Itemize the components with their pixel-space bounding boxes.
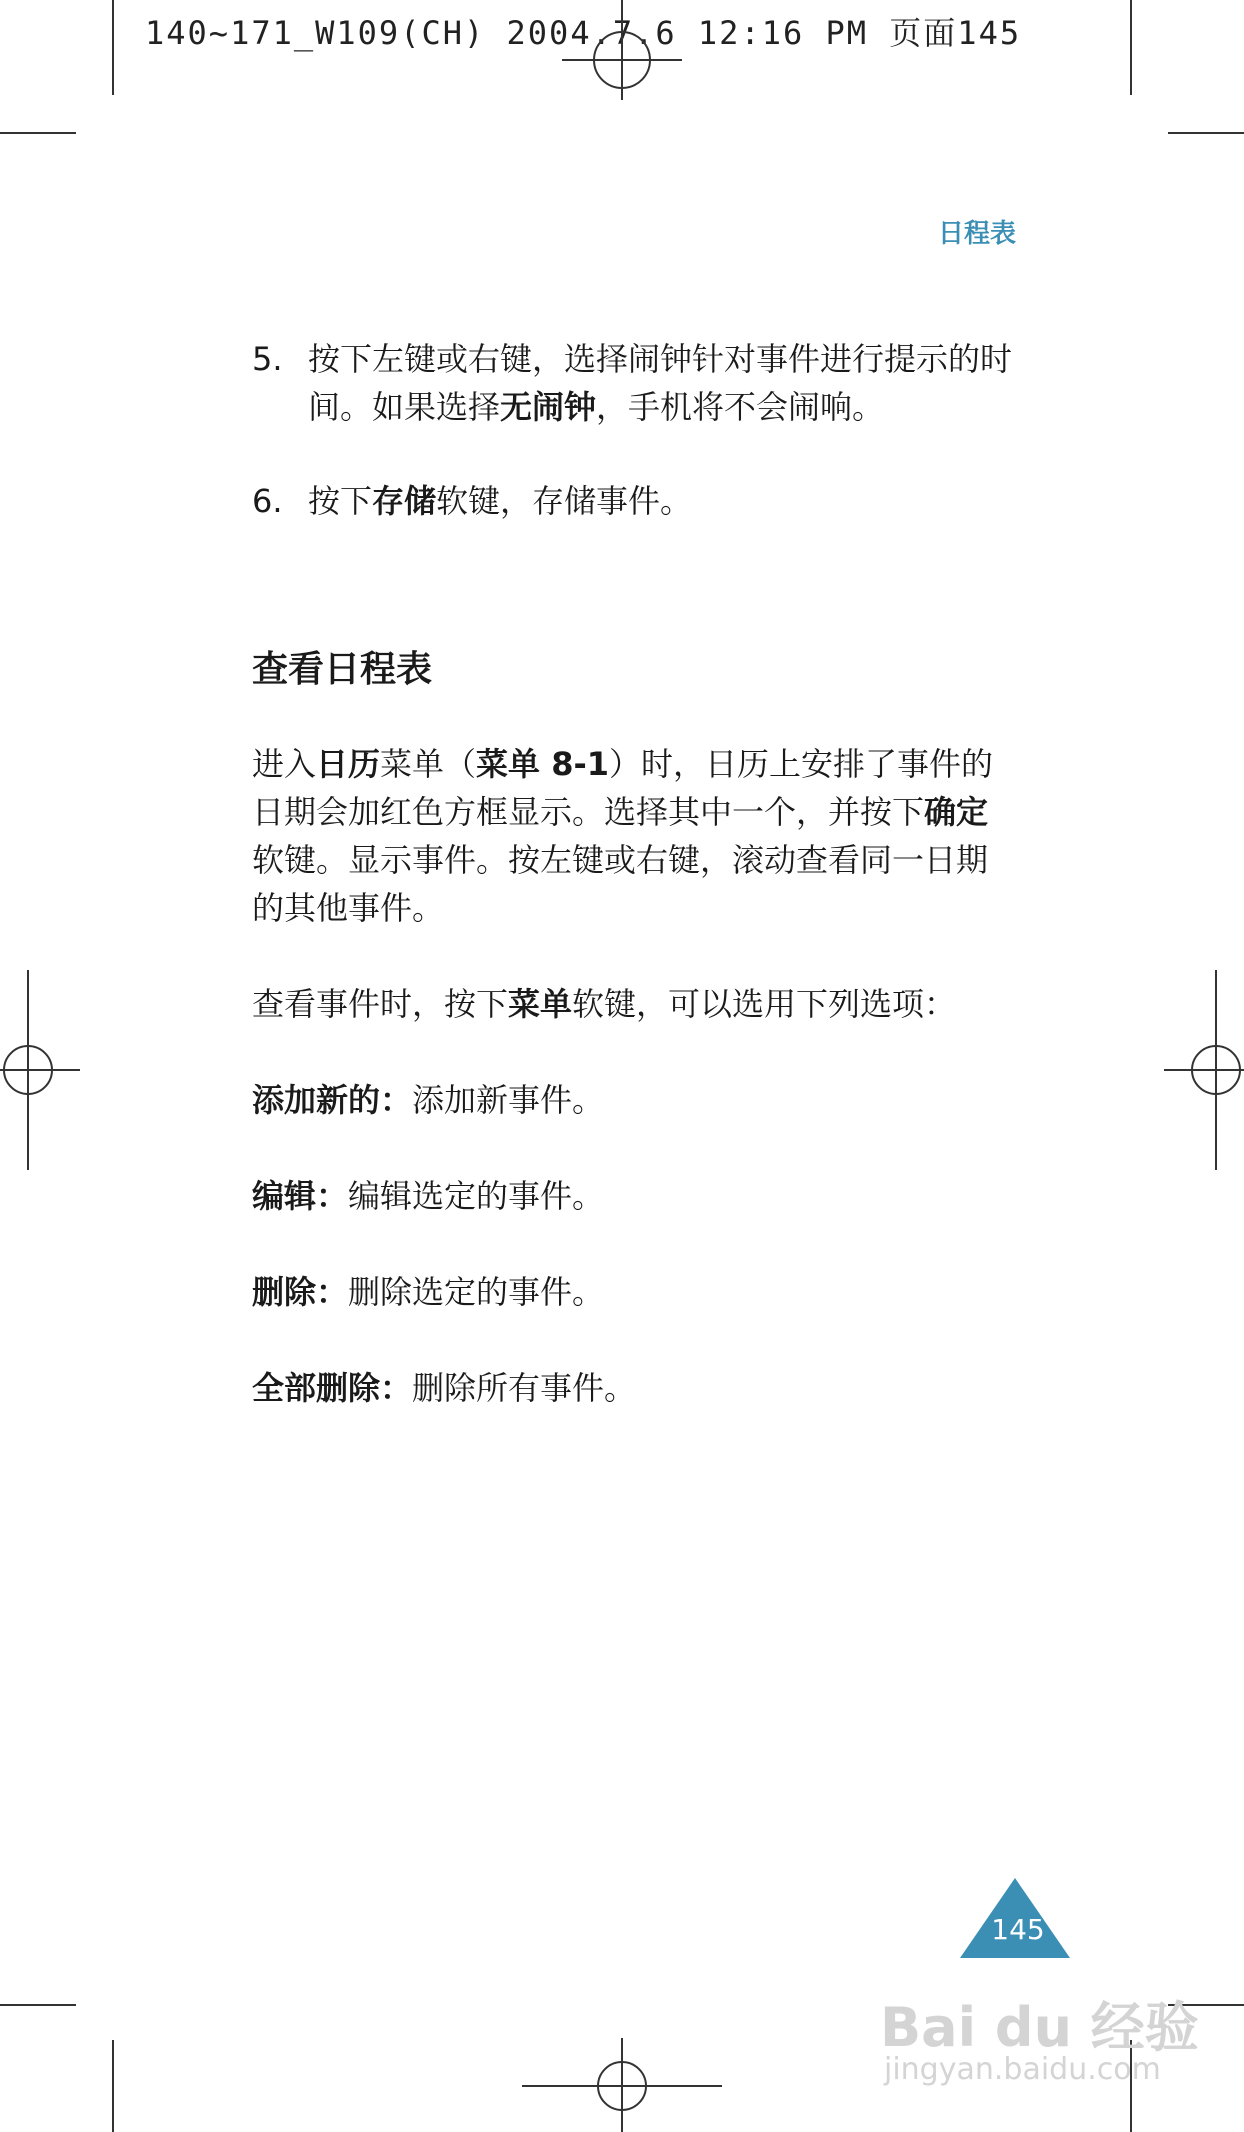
option-label: 添加新的：	[252, 1081, 413, 1119]
text: 菜单（	[380, 745, 477, 783]
registration-mark-left	[0, 970, 80, 1170]
step-keyword: 存储	[372, 482, 437, 520]
step-text-part: 按下左键或右键，选择闹钟针对事件进行提示的时间。如果选择	[308, 340, 1013, 426]
option-description: 删除所有事件。	[412, 1369, 637, 1407]
option-delete-all	[252, 1364, 1012, 1412]
text: 查看事件时，按下	[252, 985, 509, 1023]
text: 软键。显示事件。按左键或右键，滚动查看同一日期的其他事件。	[252, 841, 989, 927]
step-6	[252, 477, 1012, 525]
paragraph-calendar-intro	[252, 740, 1012, 932]
option-label: 全部删除：	[252, 1369, 413, 1407]
step-text	[308, 335, 1012, 431]
keyword: 确定	[924, 793, 989, 831]
section-heading: 查看日程表	[252, 649, 433, 690]
text: 软键，可以选用下列选项：	[572, 985, 957, 1023]
baidu-watermark-logo: Bai du 经验	[880, 1996, 1199, 2059]
section-tag: 日程表	[937, 219, 1016, 249]
registration-mark-top	[562, 0, 682, 100]
step-text-part: ，手机将不会闹响。	[596, 388, 885, 426]
step-text-part: 软键，存储事件。	[436, 482, 693, 520]
crop-mark-bottom-left-horizontal	[0, 2004, 76, 2006]
text: ）时，日历上安排了事件的日期会加红色方框显示。选择其中一个，并按下	[252, 745, 994, 831]
page-content	[252, 335, 1012, 1460]
option-edit	[252, 1172, 1012, 1220]
step-text	[308, 477, 692, 525]
crop-mark-top-left-horizontal	[0, 132, 76, 134]
crop-mark-top-right-horizontal	[1168, 132, 1244, 134]
crop-mark-bottom-left-vertical	[112, 2040, 114, 2132]
step-number: 6.	[252, 482, 283, 520]
crop-mark-top-left-vertical	[112, 0, 114, 95]
baidu-watermark-url: jingyan.baidu.com	[884, 2052, 1161, 2087]
option-delete	[252, 1268, 1012, 1316]
option-description: 删除选定的事件。	[348, 1273, 605, 1311]
option-label: 删除：	[252, 1273, 349, 1311]
step-text-part: 按下	[308, 482, 373, 520]
option-label: 编辑：	[252, 1177, 349, 1215]
registration-mark-right	[1164, 970, 1244, 1170]
registration-mark-bottom	[522, 2038, 722, 2132]
option-description: 添加新事件。	[412, 1081, 605, 1119]
page-number: 145	[991, 1913, 1045, 1946]
step-number: 5.	[252, 340, 283, 378]
keyword: 日历	[316, 745, 381, 783]
crop-mark-top-right-vertical	[1130, 0, 1132, 95]
text: 进入	[252, 745, 317, 783]
keyword: 菜单	[508, 985, 573, 1023]
paragraph-options-intro	[252, 980, 1012, 1028]
print-header: 140~171_W109(CH) 2004.7.6 12:16 PM 页面145	[145, 14, 1022, 52]
keyword: 菜单 8-1	[476, 745, 610, 783]
step-5	[252, 335, 1012, 431]
option-add-new	[252, 1076, 1012, 1124]
option-description: 编辑选定的事件。	[348, 1177, 605, 1215]
step-keyword: 无闹钟	[500, 388, 597, 426]
